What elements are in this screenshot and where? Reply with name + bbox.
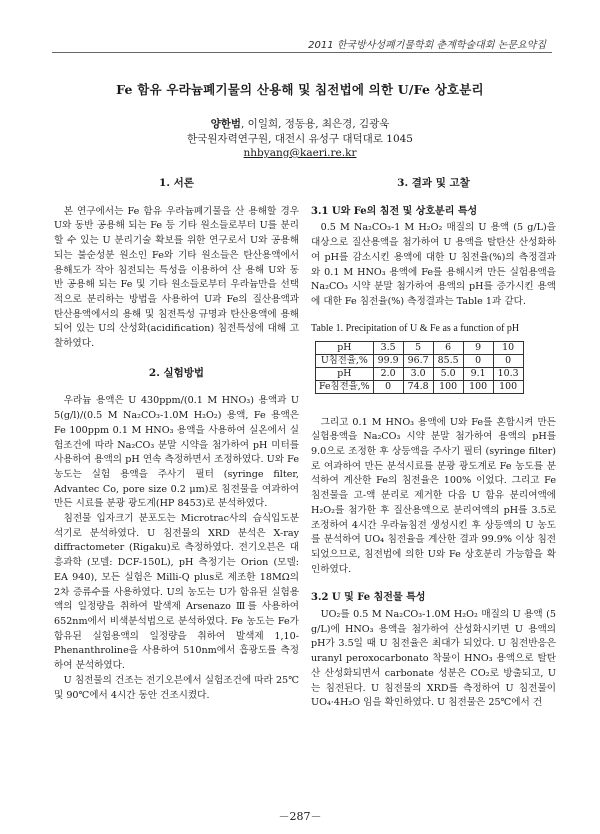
email-link[interactable]: nhbyang@kaeri.re.kr	[243, 147, 357, 159]
method-paragraph-3: U 침전물의 건조는 전기오븐에서 실험조건에 따라 25℃ 및 90℃에서 4시간 동안 건조시켰다.	[54, 674, 299, 701]
precipitation-table	[315, 341, 524, 394]
author-email	[0, 147, 600, 159]
table-cell: 0	[373, 380, 403, 393]
table-cell: 0	[463, 354, 493, 367]
table-cell: pH	[316, 341, 374, 354]
table-cell: 100	[463, 380, 493, 393]
table-row	[316, 380, 524, 393]
running-head: 2011 한국방사성폐기물학회 춘계학술대회 논문요약집	[308, 40, 546, 51]
table-cell: 10.3	[493, 367, 523, 380]
table-cell: U침전율,%	[316, 354, 374, 367]
table-cell: 0	[493, 354, 523, 367]
method-paragraph-2: 침전물 입자크기 분포도는 Microtrac사의 습식입도분석기로 분석하였다. U 침전물의 XRD 분석은 X-ray diffractometer (Rigaku)로 측정하였다. 전기오븐은 대흥과학 (모델: DCF-150L), pH 측정기는 Orion (모델: EA 940), 모든 실험은 Milli-Q plus로 제조한 18MΩ의 2차 증류수를 사용하였다. U의 농도는 U가 함유된 실험용액의 일정량을 취하여 발색제 Arsenazo Ⅲ를 사용하여 652nm에서 비색분석법으로 분석하였다. Fe 농도는 Fe가 함유된 실험용액의 일정량을 취하여 발색제 1,10-Phenanthroline을 사용하여 510nm에서 흡광도를 측정하여 분석하였다.	[54, 513, 299, 672]
table-cell: 3.5	[373, 341, 403, 354]
table-cell: 10	[493, 341, 523, 354]
method-paragraph-1: 우라늄 용액은 U 430ppm/(0.1 M HNO₃) 용액과 U 5(g/l)/(0.5 M Na₂CO₃-1.0M H₂O₂) 용액, Fe 용액은 Fe 100ppm 0.1 M HNO₃ 용액을 사용하여 실온에서 실험조건에 따라 Na₂CO₃ 분말 시약을 첨가하여 pH 미터를 사용하여 용액의 pH 연속 측정하면서 조정하였다. U와 Fe 농도는 실험 용액을 주사기 필터 (syringe filter, Advantec Co, pore size 0.2 μm)로 침전물을 여과하여 만든 시료를 분광 광도계(HP 8453)로 분석하였다.	[54, 395, 299, 510]
left-column	[54, 176, 299, 703]
table-cell: Fe침전율,%	[316, 380, 374, 393]
results-subheading-2: 3.2 U 및 Fe 침전물 특성	[311, 592, 426, 604]
intro-paragraph: 본 연구에서는 Fe 함유 우라늄폐기물을 산 용해할 경우 U와 동반 공용해 되는 Fe 등 기타 원소들로부터 U를 분리할 수 있는 U 분리기술 확보를 위한 연구로서 U와 공용해 되는 불순성분 원소인 Fe와 기타 원소들은 탄산용액에서 용해도가 작아 침전되는 특성을 이용하여 산 용해 U와 동반 공용해 되는 Fe 및 기타 원소들로부터 우라늄만을 선택적으로 분리하는 방법을 사용하여 U과 Fe의 질산용액과 탄산용액에서의 용해 및 침전특성 규명과 탄산용액에 용해되어 있는 U의 산성화(acidification) 침전특성에 대해 고찰하였다.	[54, 205, 299, 350]
results-subheading-1: 3.1 U와 Fe의 침전 및 상호분리 특성	[311, 205, 478, 217]
results-paragraph-1: 0.5 M Na₂CO₃-1 M H₂O₂ 매질의 U 용액 (5 g/L)을 대상으로 질산용액을 첨가하여 U 용액을 탈탄산 산성화하여 pH를 감소시킨 용액에 대한 U 침전율(%)의 측정결과와 0.1 M HNO₃ 용액에 Fe를 용해시켜 만든 실험용액을 Na₂CO₃ 시약 분말 첨가하여 용액의 pH를 증가시킨 용액에 대한 Fe 침전율(%) 측정결과는 Table 1과 같다.	[311, 222, 556, 307]
table-cell: 6	[433, 341, 463, 354]
table-cell: 85.5	[433, 354, 463, 367]
table-cell: 5.0	[433, 367, 463, 380]
table-cell: 2.0	[373, 367, 403, 380]
header-rule	[52, 52, 552, 53]
author-list	[0, 116, 600, 131]
presenting-author: 양한범	[210, 118, 241, 130]
intro-heading: 1. 서론	[159, 177, 194, 189]
table-cell: 3.0	[403, 367, 433, 380]
table-cell: 74.8	[403, 380, 433, 393]
page-number: －287－	[278, 810, 322, 823]
results-heading: 3. 결과 및 고찰	[397, 177, 470, 189]
table-cell: pH	[316, 367, 374, 380]
table-row	[316, 367, 524, 380]
table-cell: 9.1	[463, 367, 493, 380]
table-cell: 9	[463, 341, 493, 354]
table-cell: 99.9	[373, 354, 403, 367]
method-heading: 2. 실험방법	[148, 366, 205, 379]
table-cell: 100	[493, 380, 523, 393]
results-paragraph-2: 그리고 0.1 M HNO₃ 용액에 U와 Fe를 혼합시켜 만든 실험용액을 Na₂CO₃ 시약 분말 첨가하여 용액의 pH를 9.0으로 조정한 후 상등액을 주사기 필터 (syringe filter)로 여과하여 만든 분석시료를 분광 광도계로 Fe 농도를 분석하여 계산한 Fe의 침전율은 100% 이었다. 그리고 Fe 침전물을 고-액 분리로 제거한 다음 U 함유 분리여액에 H₂O₂를 첨가한 후 질산용액으로 분리여액의 pH를 3.5로 조정하여 4시간 우라늄침전 생성시킨 후 상등액의 U 농도를 분석하여 UO₄ 침전율을 계산한 결과 99.9% 이상 침전되었으므로, 침전법에 의한 U와 Fe 상호분리 가능함을 확인하였다.	[311, 416, 556, 575]
table-row	[316, 341, 524, 354]
coauthors: , 이일희, 정동용, 최은경, 김광욱	[241, 118, 390, 130]
table-cell: 100	[433, 380, 463, 393]
results-paragraph-3: UO₂를 0.5 M Na₂CO₃-1.0M H₂O₂ 매질의 U 용액 (5 g/L)에 HNO₃ 용액을 첨가하여 산성화시키면 U 용액의 pH가 3.5일 때 U 침전율은 최대가 되었다. U 침전반응은 uranyl peroxocarbonato 착물이 HNO₃ 용액으로 탈탄산 산성화되면서 carbonate 성분은 CO₂로 방출되고, U는 침전된다. U 침전물의 XRD를 측정하여 U 침전물이 UO₄·4H₂O 임을 확인하였다. U 침전물은 25℃에서 건	[311, 609, 556, 709]
table-cell: 96.7	[403, 354, 433, 367]
paper-title: Fe 함유 우라늄폐기물의 산용해 및 침전법에 의한 U/Fe 상호분리	[116, 82, 484, 97]
table-caption: Table 1. Precipitation of U & Fe as a function of pH	[311, 322, 520, 334]
table-cell: 5	[403, 341, 433, 354]
table-row	[316, 354, 524, 367]
affiliation: 한국원자력연구원, 대전시 유성구 대덕대로 1045	[187, 133, 413, 145]
right-column	[311, 176, 556, 711]
